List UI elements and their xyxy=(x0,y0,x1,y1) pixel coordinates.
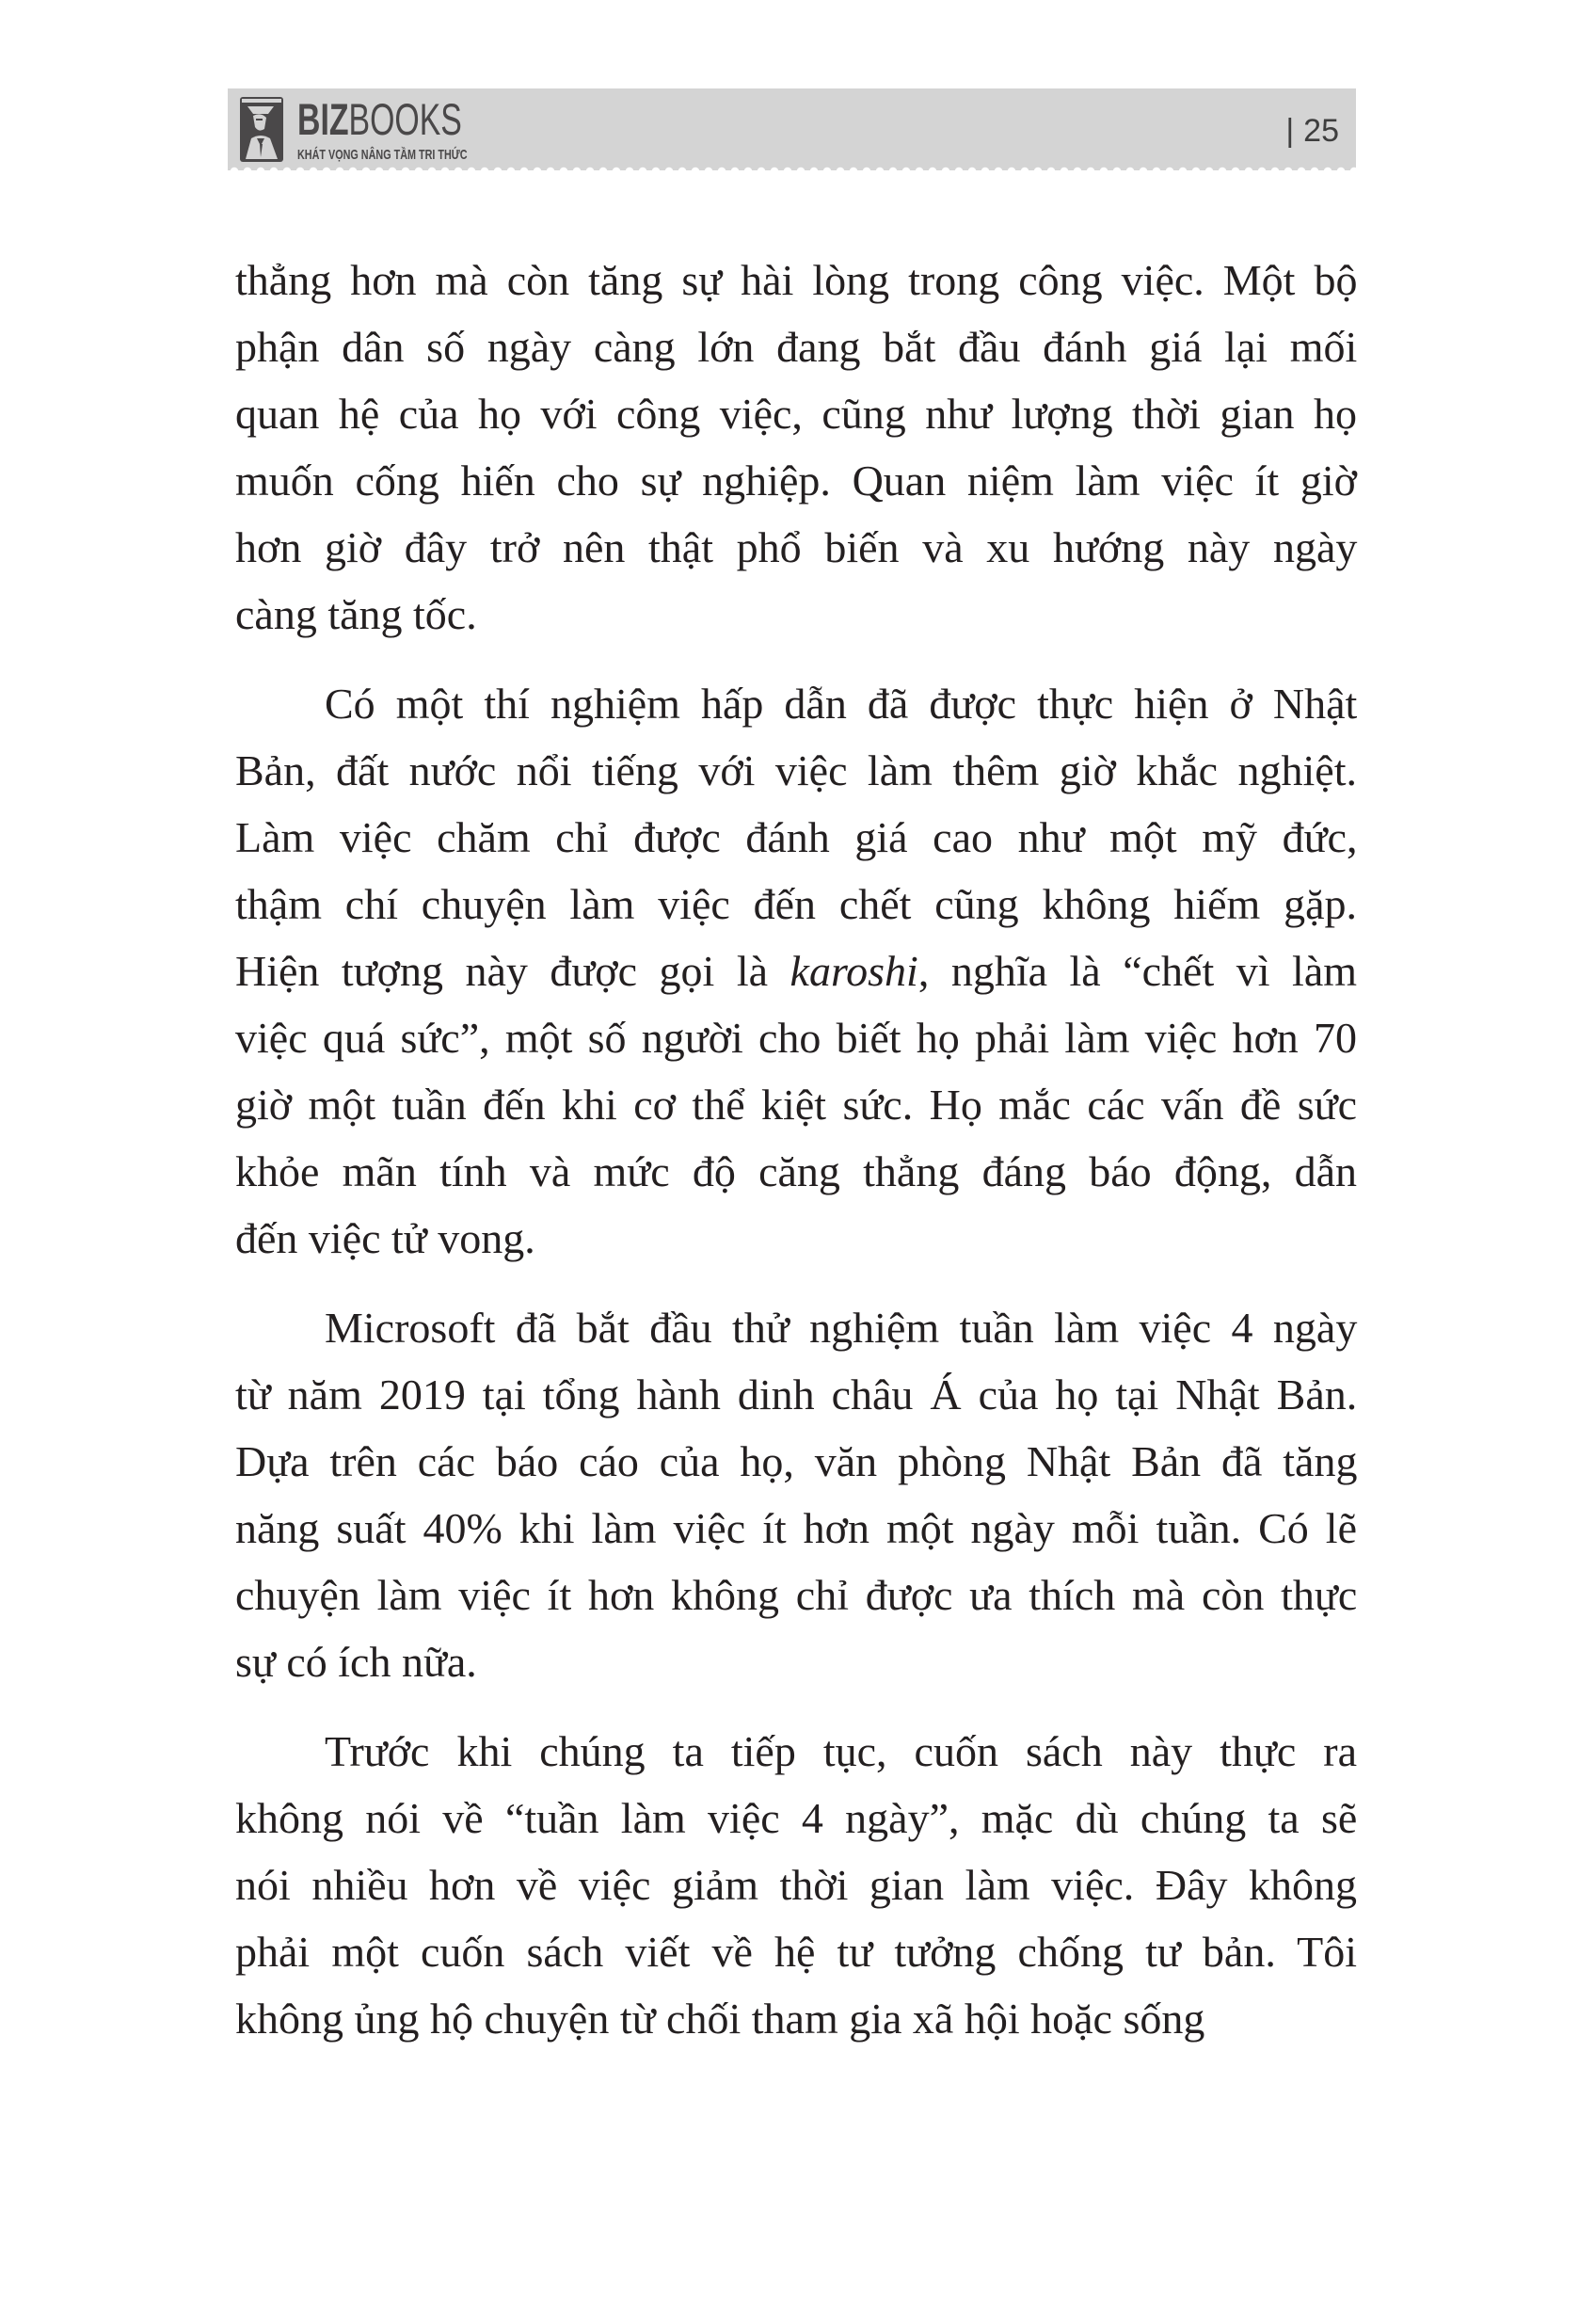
paragraph xyxy=(235,247,1357,648)
text-run: Hiện tượng này được gọi là xyxy=(235,947,790,995)
text-run: , nghĩa là “chết vì làm xyxy=(917,947,1358,995)
text-line: thậm chí chuyện làm việc đến chết cũng không hiếm gặp. xyxy=(235,880,1357,928)
paragraph xyxy=(235,670,1357,1272)
page-number xyxy=(1285,114,1339,148)
body-text xyxy=(235,247,1357,2075)
text-line: năng suất 40% khi làm việc ít hơn một ngày mỗi tuần. Có lẽ xyxy=(235,1504,1357,1552)
text-line: Làm việc chăm chỉ được đánh giá cao như một mỹ đức, xyxy=(235,813,1358,861)
text-line: thẳng hơn mà còn tăng sự hài lòng trong công việc. Một bộ xyxy=(235,256,1358,304)
text-line: quan hệ của họ với công việc, cũng như lượng thời gian họ xyxy=(235,390,1357,438)
text-line: phải một cuốn sách viết về hệ tư tưởng chống tư bản. Tôi xyxy=(235,1928,1357,1976)
paragraph xyxy=(235,1718,1357,2052)
man-in-hat-logo-icon xyxy=(240,97,283,162)
text-line xyxy=(235,938,1357,1004)
text-line: càng tăng tốc. xyxy=(235,590,477,638)
text-line: hơn giờ đây trở nên thật phổ biến và xu hướng này ngày xyxy=(235,523,1358,571)
text-line: phận dân số ngày càng lớn đang bắt đầu đánh giá lại mối xyxy=(235,323,1358,371)
text-line: từ năm 2019 tại tổng hành dinh châu Á của họ tại Nhật Bản. xyxy=(235,1370,1358,1418)
brand-light: BOOKS xyxy=(348,94,462,144)
text-line: đến việc tử vong. xyxy=(235,1214,535,1262)
page-number-value: 25 xyxy=(1303,113,1339,149)
brand-tagline: KHÁT VỌNG NÂNG TẦM TRI THỨC xyxy=(297,147,468,163)
italic-term: karoshi xyxy=(790,947,918,995)
text-line: khỏe mãn tính và mức độ căng thẳng đáng báo động, dẫn xyxy=(235,1147,1358,1195)
text-line: Microsoft đã bắt đầu thử nghiệm tuần làm việc 4 ngày xyxy=(325,1304,1358,1352)
text-line: sự có ích nữa. xyxy=(235,1638,477,1686)
text-line: không nói về “tuần làm việc 4 ngày”, mặc dù chúng ta sẽ xyxy=(235,1794,1358,1842)
text-line: không ủng hộ chuyện từ chối tham gia xã hội hoặc sống xyxy=(235,1995,1205,2043)
paragraph xyxy=(235,1294,1357,1695)
text-line: muốn cống hiến cho sự nghiệp. Quan niệm làm việc ít giờ xyxy=(235,457,1357,505)
header-scalloped-edge xyxy=(228,164,1356,171)
page-separator: | xyxy=(1285,113,1295,149)
text-line: Trước khi chúng ta tiếp tục, cuốn sách này thực ra xyxy=(325,1727,1357,1775)
text-line: chuyện làm việc ít hơn không chỉ được ưa thích mà còn thực xyxy=(235,1571,1358,1619)
text-line: nói nhiều hơn về việc giảm thời gian làm việc. Đây không xyxy=(235,1861,1357,1909)
brand-logo-text xyxy=(297,94,462,144)
text-line: Có một thí nghiệm hấp dẫn đã được thực hiện ở Nhật xyxy=(325,680,1358,728)
text-line: Dựa trên các báo cáo của họ, văn phòng Nhật Bản đã tăng xyxy=(235,1437,1358,1485)
running-header xyxy=(228,88,1356,170)
text-line: việc quá sức”, một số người cho biết họ phải làm việc hơn 70 xyxy=(235,1014,1357,1062)
brand-bold: BIZ xyxy=(297,94,349,144)
text-line: giờ một tuần đến khi cơ thể kiệt sức. Họ mắc các vấn đề sức xyxy=(235,1081,1357,1129)
text-line: Bản, đất nước nổi tiếng với việc làm thêm giờ khắc nghiệt. xyxy=(235,746,1357,794)
